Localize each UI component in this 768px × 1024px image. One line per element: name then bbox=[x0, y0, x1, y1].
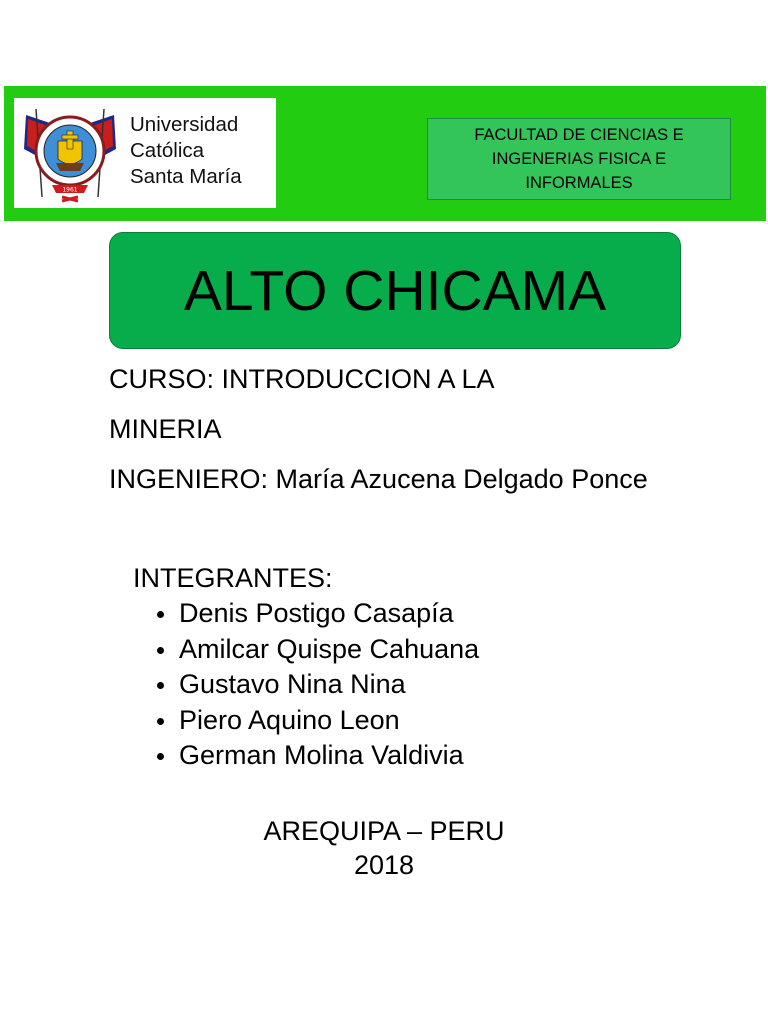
engineer-line: INGENIERO: María Azucena Delgado Ponce bbox=[109, 464, 648, 494]
member-item: Amilcar Quispe Cahuana bbox=[157, 632, 479, 668]
faculty-line3: INFORMALES bbox=[525, 174, 633, 192]
member-item: Gustavo Nina Nina bbox=[157, 667, 479, 703]
member-item: German Molina Valdivia bbox=[157, 738, 479, 774]
footer bbox=[0, 814, 768, 882]
members-list bbox=[157, 596, 479, 774]
faculty-line2: INGENERIAS FISICA E bbox=[491, 150, 667, 168]
members-label: INTEGRANTES: bbox=[133, 563, 333, 593]
university-name-line3: Santa María bbox=[130, 165, 242, 188]
member-item: Piero Aquino Leon bbox=[157, 703, 479, 739]
member-item: Denis Postigo Casapía bbox=[157, 596, 479, 632]
document-title: ALTO CHICAMA bbox=[109, 232, 681, 349]
university-name-line2: Católica bbox=[130, 139, 205, 162]
course-line: CURSO: INTRODUCCION A LA MINERIA bbox=[109, 364, 494, 444]
faculty-box bbox=[427, 118, 731, 200]
faculty-line1: FACULTAD DE CIENCIAS E bbox=[474, 126, 684, 144]
footer-year: 2018 bbox=[353, 850, 415, 880]
university-name bbox=[130, 112, 242, 190]
footer-location: AREQUIPA – PERU bbox=[263, 816, 505, 846]
university-name-line1: Universidad bbox=[130, 113, 239, 136]
seal-year: 1961 bbox=[62, 186, 78, 194]
university-logo bbox=[14, 98, 276, 208]
university-seal-icon bbox=[22, 101, 118, 205]
